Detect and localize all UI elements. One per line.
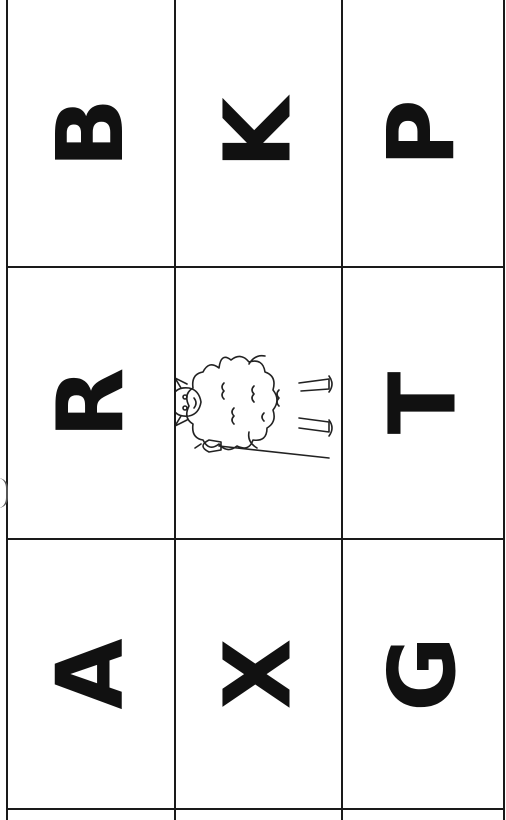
grid-cell-r1c3 <box>343 0 503 266</box>
grid-cell-r2c1 <box>8 268 174 538</box>
letter-k: K <box>204 97 312 169</box>
grid-line-v4 <box>503 0 505 820</box>
grid-cell-r2c2 <box>176 268 341 538</box>
letter-t: T <box>368 371 476 435</box>
grid-cell-r2c3 <box>343 268 503 538</box>
letter-x: X <box>204 638 312 710</box>
grid-cell-r3c1 <box>8 540 174 808</box>
grid-cell-r1c2 <box>176 0 341 266</box>
letter-b: B <box>37 97 144 169</box>
grid-line-h3 <box>6 808 505 810</box>
sheep-icon <box>176 328 341 478</box>
letter-a: A <box>36 638 144 710</box>
grid-cell-r1c1 <box>8 0 174 266</box>
letter-r: R <box>37 367 144 439</box>
letter-p: P <box>369 99 476 167</box>
grid-cell-r3c3 <box>343 540 503 808</box>
grid-cell-r3c2 <box>176 540 341 808</box>
letter-g: G <box>368 636 476 712</box>
